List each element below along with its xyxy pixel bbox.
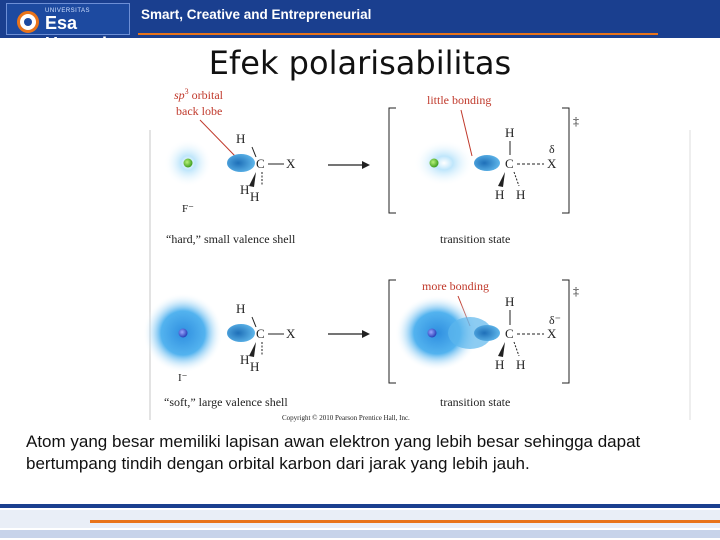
transition-state-label: transition state xyxy=(440,395,511,409)
atom-h: H xyxy=(240,352,250,367)
hard-label: “hard,” small valence shell xyxy=(166,232,296,246)
little-bonding-label: little bonding xyxy=(427,93,492,107)
transition-state-label: transition state xyxy=(440,232,511,246)
body-paragraph: Atom yang besar memiliki lapisan awan elektron yang lebih besar sehingga dapat bertumpang tindih dengan orbital karbon dari jarak yang lebih jauh. xyxy=(26,432,641,473)
sp3-back-lobe-shape xyxy=(227,154,255,172)
atom-x: X xyxy=(286,156,296,171)
atom-h: H xyxy=(250,189,260,204)
atom-h: H xyxy=(240,182,250,197)
fluoride-cloud-ts xyxy=(414,140,474,186)
transition-dagger: ‡ xyxy=(573,284,579,298)
atom-h: H xyxy=(516,187,526,202)
partial-charge: δ xyxy=(549,142,555,156)
fluoride-nucleus-ts xyxy=(430,159,439,168)
atom-h: H xyxy=(236,131,246,146)
partial-charge: δ⁻ xyxy=(549,313,561,327)
atom-h: H xyxy=(516,357,526,372)
transition-dagger: ‡ xyxy=(573,114,579,128)
bracket-left xyxy=(389,108,396,213)
atom-h: H xyxy=(495,187,505,202)
footer-bar xyxy=(0,500,720,540)
fluoride-nucleus xyxy=(184,159,193,168)
logo-text: Esa Unggul xyxy=(45,13,107,54)
soft-label: “soft,” large valence shell xyxy=(164,395,288,409)
atom-c: C xyxy=(505,156,514,171)
atom-x: X xyxy=(547,156,557,171)
atom-h: H xyxy=(250,359,260,374)
bracket-right xyxy=(562,280,569,383)
fluoride-label: F⁻ xyxy=(182,203,194,215)
back-lobe-label: back lobe xyxy=(176,104,223,118)
bracket-left xyxy=(389,280,396,383)
atom-h: H xyxy=(505,294,515,309)
atom-h: H xyxy=(236,301,246,316)
atom-h: H xyxy=(505,125,515,140)
atom-c: C xyxy=(256,326,265,341)
iodide-nucleus-ts xyxy=(428,329,437,338)
tagline: Smart, Creative and Entrepreneurial xyxy=(141,7,372,22)
atom-c: C xyxy=(505,326,514,341)
atom-c: C xyxy=(256,156,265,171)
iodide-nucleus xyxy=(179,329,188,338)
bracket-right xyxy=(562,108,569,213)
more-bonding-label: more bonding xyxy=(422,279,489,293)
sp3-orbital-label: $sp^3$ orbital xyxy=(174,87,223,102)
atom-h: H xyxy=(495,357,505,372)
slide-title: Efek polarisabilitas xyxy=(208,44,512,82)
atom-x: X xyxy=(547,326,557,341)
atom-x: X xyxy=(286,326,296,341)
logo-small-text: UNIVERSITAS xyxy=(45,8,91,14)
copyright-notice: Copyright © 2010 Pearson Prentice Hall, Inc. xyxy=(282,414,410,422)
iodide-label: I⁻ xyxy=(178,372,188,384)
